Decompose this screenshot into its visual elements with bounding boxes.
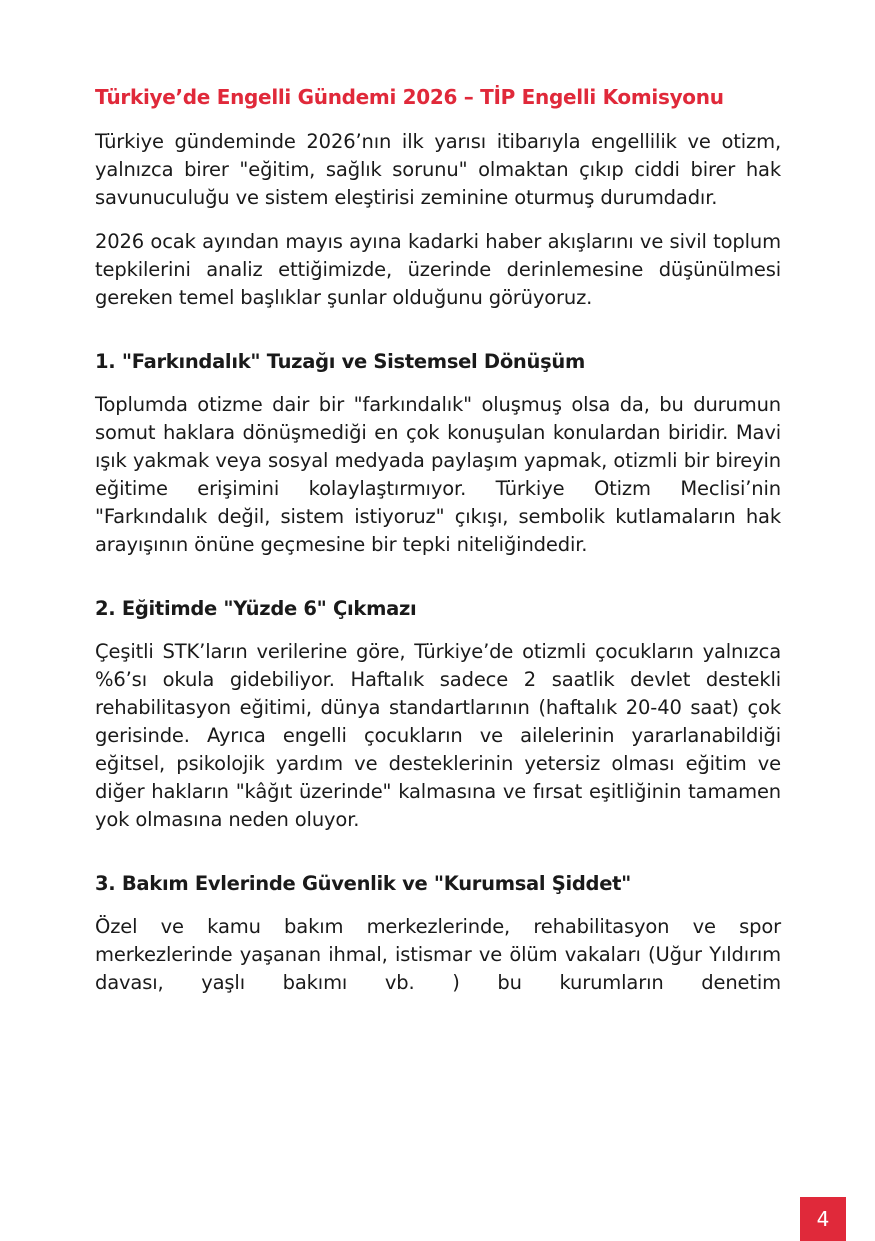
section-body-1: Toplumda otizme dair bir "farkındalık" oluşmuş olsa da, bu durumun somut haklara dönüşmediği en çok konuşulan konulardan biridir. Mavi ışık yakmak veya sosyal medyada paylaşım yapmak, otizmli bir bireyin eğitime erişimini kolaylaştırmıyor. Türkiye Otizm Meclisi’nin "Farkındalık değil, sistem istiyoruz" çıkışı, sembolik kutlamaların hak arayışının önüne geçmesine bir tepki niteliğindedir. <box>95 393 781 556</box>
section-heading-1: 1. "Farkındalık" Tuzağı ve Sistemsel Dönüşüm <box>95 350 585 373</box>
section-heading-3: 3. Bakım Evlerinde Güvenlik ve "Kurumsal Şiddet" <box>95 872 632 895</box>
section-body-3: Özel ve kamu bakım merkezlerinde, rehabilitasyon ve spor merkezlerinde yaşanan ihmal, istismar ve ölüm vakaları (Uğur Yıldırım davası, yaşlı bakımı vb. ) bu kurumların denetim <box>95 915 781 994</box>
section-body-2: Çeşitli STK’ların verilerine göre, Türkiye’de otizmli çocukların yalnızca %6’sı okula gidebiliyor. Haftalık sadece 2 saatlik devlet destekli rehabilitasyon eğitimi, dünya standartlarının (haftalık 20-40 saat) çok gerisinde. Ayrıca engelli çocukların ve ailelerinin yararlanabildiği eğitsel, psikolojik yardım ve desteklerinin yetersiz olması eğitim ve diğer hakların "kâğıt üzerinde" kalmasına ve fırsat eşitliğinin tamamen yok olmasına neden oluyor. <box>95 640 781 831</box>
intro-paragraph-2: 2026 ocak ayından mayıs ayına kadarki haber akışlarını ve sivil toplum tepkilerini analiz ettiğimizde, üzerinde derinlemesine düşünülmesi gereken temel başlıklar şunlar olduğunu görüyoruz. <box>95 230 781 309</box>
intro-paragraph-1: Türkiye gündeminde 2026’nın ilk yarısı itibarıyla engellilik ve otizm, yalnızca birer "eğitim, sağlık sorunu" olmaktan çıkıp ciddi birer hak savunuculuğu ve sistem eleştirisi zeminine oturmuş durumdadır. <box>95 130 781 209</box>
section-heading-2: 2. Eğitimde "Yüzde 6" Çıkmazı <box>95 597 417 620</box>
document-page <box>95 82 781 1013</box>
page-number-badge: 4 <box>800 1197 846 1241</box>
document-title: Türkiye’de Engelli Gündemi 2026 – TİP Engelli Komisyonu <box>95 85 724 109</box>
